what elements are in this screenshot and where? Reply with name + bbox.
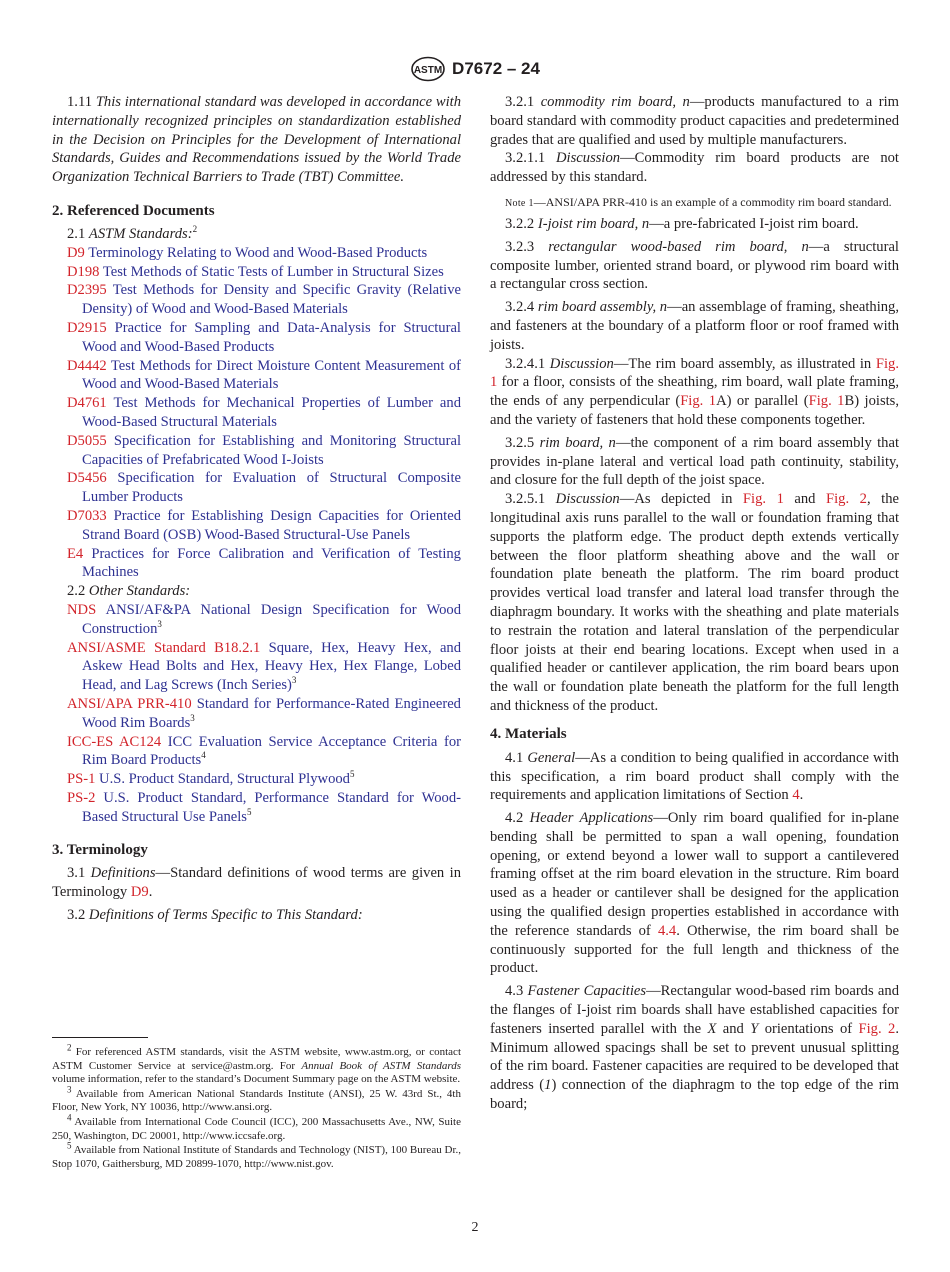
other-ref-item[interactable]	[52, 733, 461, 771]
footnote-marker: 4	[201, 750, 206, 761]
ref-id[interactable]: D5055	[67, 432, 107, 449]
designation: D7672 – 24	[452, 59, 540, 78]
ref-title[interactable]: Test Methods of Static Tests of Lumber in Structural Sizes	[102, 263, 444, 280]
page-number: 2	[471, 1220, 479, 1235]
para-3-2-5: 3.2.5 rim board, n—the component of a rim board assembly that provides in-plane lateral and vertical load path continuity, stability, and closure for the full depth of the joist space.	[490, 434, 899, 489]
astm-ref-item[interactable]	[52, 357, 461, 395]
ref-title[interactable]: U.S. Product Standard, Performance Standard for Wood-Based Structural Use Panels	[82, 789, 461, 825]
ref-id[interactable]: ANSI/APA PRR-410	[67, 695, 192, 712]
ref-id[interactable]: PS-1	[67, 771, 96, 788]
ref-id[interactable]: D9	[67, 244, 85, 261]
para-4-3: 4.3 Fastener Capacities—Rectangular wood-based rim boards and the flanges of I-joist rim boards shall have established capacities for fasteners inserted parallel with the X and Y orientations of Fig. 2. Minimum allowed spacings shall be set to prevent unusual splitting of the rim board. Fastener capacities are required to be developed that address (1) connection of the diaphragm to the top edge of the rim board;	[490, 983, 899, 1113]
ref-title[interactable]: Practice for Establishing Design Capacities for Oriented Strand Board (OSB) Wood-Based Structural-Use Panels	[82, 507, 461, 543]
other-reference-list	[52, 601, 461, 827]
ref-id[interactable]: D5456	[67, 470, 107, 487]
ref-title[interactable]: Specification for Establishing and Monitoring Structural Capacities of Prefabricated Wood I-Joists	[82, 432, 461, 468]
note-1: Note 1—ANSI/APA PRR-410 is an example of a commodity rim board standard.	[505, 194, 892, 209]
link-fig-2[interactable]: Fig. 2	[858, 1020, 896, 1037]
ref-id[interactable]: D7033	[67, 507, 107, 524]
para-3-2-4: 3.2.4 rim board assembly, n—an assemblage of framing, sheathing, and fasteners at the boundary of a platform floor or roof framed with joists.	[490, 299, 899, 353]
para-4-1: 4.1 General—As a condition to being qualified in accordance with this specification, a rim board product shall comply with the requirements and application limitations of Section 4.	[490, 749, 899, 804]
link-fig-1a[interactable]: Fig. 1	[680, 393, 717, 410]
para-3-2-2: 3.2.2 I-joist rim board, n—a pre-fabricated I-joist rim board.	[505, 215, 859, 232]
other-ref-item[interactable]	[52, 639, 461, 695]
astm-reference-list	[52, 244, 461, 582]
footnote: $^4$ Available from International Code Council (ICC), 200 Massachusetts Ave., NW, Suite 250, Washington, DC 20001, http://www.iccsafe.org.	[52, 1112, 461, 1142]
ref-title[interactable]: ANSI/AF&PA National Design Specification for Wood Construction	[82, 601, 461, 637]
right-column	[490, 93, 899, 1114]
footnote-marker: 3	[157, 618, 162, 629]
footnote-marker: 5	[246, 806, 252, 817]
section-3-heading: 3. Terminology	[52, 842, 148, 859]
astm-ref-item[interactable]	[52, 394, 461, 432]
footnote: $^5$ Available from National Institute of Standards and Technology (NIST), 100 Bureau Dr., Stop 1070, Gaithersburg, MD 20899-1070, http://www.nist.gov.	[52, 1140, 461, 1170]
link-section-4[interactable]: 4	[792, 787, 800, 804]
link-4-4[interactable]: 4.4	[657, 922, 677, 939]
link-fig-1b[interactable]: Fig. 1	[808, 393, 845, 410]
footnote-marker: 5	[349, 769, 355, 780]
ref-title[interactable]: Test Methods for Direct Moisture Content Measurement of Wood and Wood-Based Materials	[82, 357, 461, 393]
para-3-2-1-1: 3.2.1.1 Discussion—Commodity rim board products are not addressed by this standard.	[490, 150, 899, 186]
other-ref-item[interactable]	[52, 695, 461, 733]
link-d9[interactable]: D9	[130, 884, 149, 901]
para-2-2: 2.2 Other Standards:	[67, 583, 191, 600]
ref-id[interactable]: ANSI/ASME Standard B18.2.1	[67, 639, 261, 656]
ref-title[interactable]: Test Methods for Density and Specific Gravity (Relative Density) of Wood and Wood-Based Materials	[82, 282, 461, 318]
ref-id[interactable]: E4	[67, 545, 84, 562]
footnote: $^2$ For referenced ASTM standards, visit the ASTM website, www.astm.org, or contact ASTM Customer Service at service@astm.org. For Annual Book of ASTM Standards volume information, refer to the standard’s Document Summary page on the ASTM website.	[52, 1042, 462, 1086]
para-4-2: 4.2 Header Applications—Only rim board qualified for in-plane bending shall be permitted to span a wall opening, foundation opening, or extend beyond a lower wall to support a cantilevered framing offset at the rim board elevation in the structure. Rim board used as a header or cantilever shall be designed for the application using the qualified design properties established in accordance with the reference standards of 4.4. Otherwise, the rim board shall be continuously supported for the full length and thickness of the product.	[490, 810, 899, 977]
astm-logo-text: ASTM	[413, 65, 443, 76]
other-ref-item[interactable]	[52, 789, 461, 827]
footnote-marker: 3	[190, 712, 195, 723]
para-1-11: 1.11 This international standard was developed in accordance with internationally recognized principles on standardization established in the Decision on Principles for the Development of International Standards, Guides and Recommendations issued by the World Trade Organization Technical Barriers to Trade (TBT) Committee.	[52, 94, 462, 186]
footnote: $^3$ Available from American National Standards Institute (ANSI), 25 W. 43rd St., 4th Floor, New York, NY 10036, http://www.ansi.org.	[52, 1084, 461, 1114]
ref-title[interactable]: U.S. Product Standard, Structural Plywood	[99, 771, 350, 788]
ref-id[interactable]: D2395	[67, 282, 107, 299]
link-fig-1[interactable]: Fig. 1	[742, 491, 784, 508]
ref-id[interactable]: D4761	[67, 395, 107, 412]
left-column	[52, 93, 461, 925]
link-fig-2[interactable]: Fig. 2	[826, 491, 867, 508]
ref-id[interactable]: PS-2	[67, 789, 96, 806]
ref-title[interactable]: ICC Evaluation Service Acceptance Criteria for Rim Board Products	[82, 733, 461, 769]
ref-title[interactable]: Test Methods for Mechanical Properties of Lumber and Wood-Based Structural Materials	[82, 395, 462, 430]
para-3-2-3: 3.2.3 rectangular wood-based rim board, n—a structural composite lumber, oriented strand board, or plywood rim board with a rectangular cross section.	[490, 238, 899, 293]
para-3-2-4-1: 3.2.4.1 Discussion—The rim board assembly, as illustrated in Fig. 1 for a floor, consists of the sheathing, rim board, wall plate framing, the ends of any perpendicular (Fig. 1A) or parallel (Fig. 1B) joists, and the variety of fasteners that hold these components together.	[490, 355, 900, 428]
astm-ref-item[interactable]	[52, 432, 461, 470]
ref-id[interactable]: D2915	[67, 319, 107, 336]
section-2-heading: 2. Referenced Documents	[52, 202, 215, 219]
para-3-2-1: 3.2.1 commodity rim board, n—products manufactured to a rim board standard with commodity product capacities and predetermined grades that are qualified and used by multiple manufacturers.	[490, 94, 900, 148]
para-3-2: 3.2 Definitions of Terms Specific to This Standard:	[67, 907, 363, 924]
ref-id[interactable]: D198	[67, 263, 100, 280]
para-2-1: 2.1 ASTM Standards:$^2$	[67, 224, 198, 242]
para-3-2-5-1: 3.2.5.1 Discussion—As depicted in Fig. 1 and Fig. 2, the longitudinal axis runs parallel to the wall or foundation framing that supports the platform edge. The product depth extends vertically between the floor platform sheathing above and the wall or foundation plate beneath the platform. The rim board product provides vertical load transfer and lateral load transfer through the diaphragm boundary. It works with the sheathing and plate materials to restrain the rotation and lateral translation of the perpendicular floor joists at their end bearing locations. Except when used in a qualified header or cantilever application, the rim board bears upon the wall or foundation plate beneath the platform for the full length and thickness of the product.	[490, 491, 899, 714]
astm-ref-item[interactable]	[52, 545, 461, 583]
footnotes	[52, 1042, 462, 1172]
astm-ref-item[interactable]	[52, 469, 461, 507]
footnote-marker: 3	[291, 675, 297, 686]
ref-title[interactable]: Practice for Sampling and Data-Analysis for Structural Wood and Wood-Based Products	[82, 319, 461, 355]
ref-title[interactable]: Standard for Performance-Rated Engineered Wood Rim Boards	[82, 695, 461, 731]
astm-ref-item[interactable]	[52, 507, 461, 545]
ref-title[interactable]: Specification for Evaluation of Structural Composite Lumber Products	[82, 470, 461, 506]
astm-ref-item[interactable]	[52, 244, 461, 263]
ref-title[interactable]: Practices for Force Calibration and Verification of Testing Machines	[82, 545, 461, 581]
footnote-rule	[52, 1037, 148, 1038]
astm-ref-item[interactable]	[52, 281, 461, 319]
ref-title[interactable]: Square, Hex, Heavy Hex, and Askew Head Bolts and Hex, Heavy Hex, Hex Flange, Lobed Head, and Lag Screws (Inch Series)	[82, 639, 462, 694]
ref-title[interactable]: Terminology Relating to Wood and Wood-Based Products	[88, 244, 428, 261]
other-ref-item[interactable]	[52, 770, 461, 789]
astm-ref-item[interactable]	[52, 263, 461, 282]
page-header	[0, 56, 950, 82]
section-4-heading: 4. Materials	[490, 725, 567, 742]
other-ref-item[interactable]	[52, 601, 461, 639]
astm-logo-icon	[410, 56, 446, 82]
para-3-1: 3.1 Definitions—Standard definitions of wood terms are given in Terminology D9.	[52, 865, 461, 901]
ref-id[interactable]: NDS	[67, 601, 97, 618]
astm-ref-item[interactable]	[52, 319, 461, 357]
ref-id[interactable]: ICC-ES AC124	[67, 733, 162, 750]
ref-id[interactable]: D4442	[67, 357, 107, 374]
link-fig-1[interactable]: Fig. 1	[490, 355, 899, 391]
